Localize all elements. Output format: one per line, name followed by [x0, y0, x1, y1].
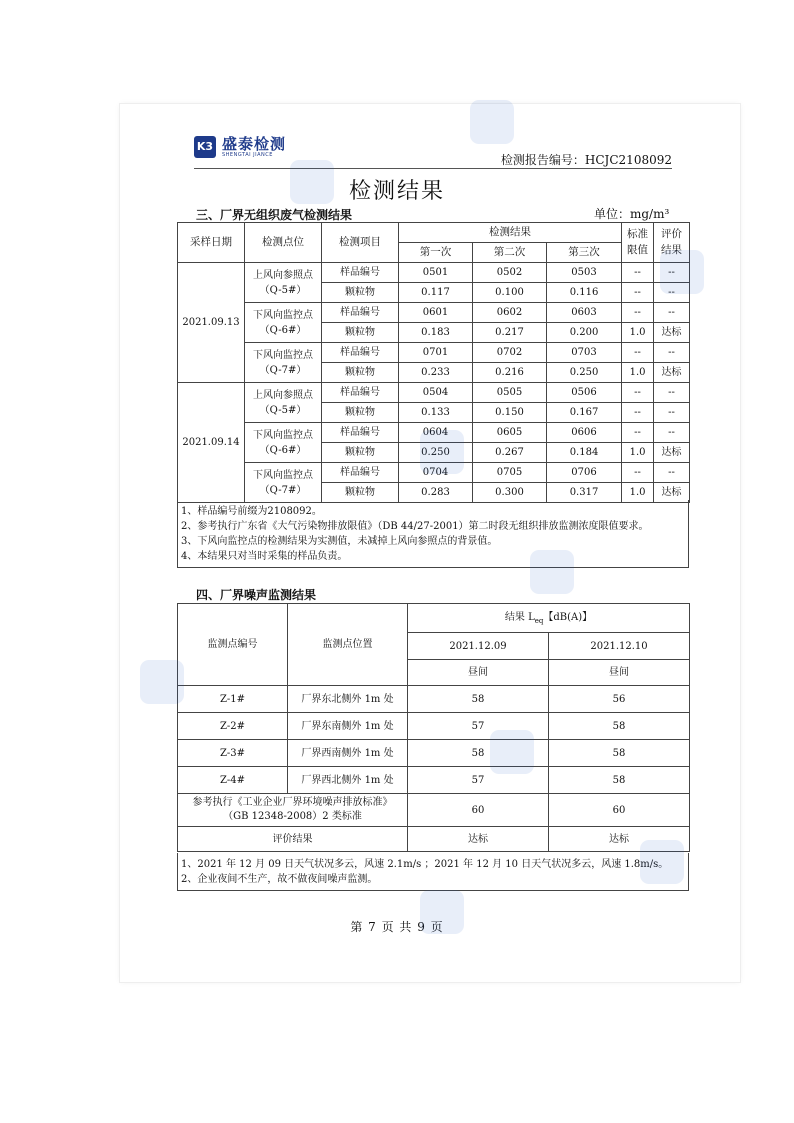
result-2: 0.216 [473, 363, 547, 383]
note-line: 2、企业夜间不生产，故不做夜间噪声监测。 [181, 874, 378, 885]
table-row [178, 263, 690, 283]
result-3: 0503 [547, 263, 622, 283]
table-row [178, 463, 690, 483]
standard-limit: 1.0 [622, 483, 654, 503]
noise-table-body [178, 686, 690, 794]
result-3: 0506 [547, 383, 622, 403]
result-1: 0701 [399, 343, 473, 363]
evaluation: -- [654, 383, 690, 403]
result-2: 0702 [473, 343, 547, 363]
result-2: 0.150 [473, 403, 547, 423]
result-3: 0606 [547, 423, 622, 443]
header-noise-result: 结果 $L_{eq}$【dB(A)】 [408, 604, 690, 633]
result-3: 0.317 [547, 483, 622, 503]
test-item: 样品编号 [322, 383, 399, 403]
evaluation: 达标 [654, 363, 690, 383]
result-2: 0.267 [473, 443, 547, 463]
company-name: 盛泰检测 [222, 135, 287, 153]
evaluation: -- [654, 403, 690, 423]
point-no: Z-1# [178, 686, 288, 713]
table-row [178, 686, 690, 713]
monitoring-point: 下风向监控点 （Q-6#） [245, 303, 322, 343]
table-row [178, 303, 690, 323]
result-1: 0604 [399, 423, 473, 443]
header-date-2: 2021.12.10 [549, 633, 690, 660]
header-round-2: 第二次 [473, 243, 547, 263]
result-2: 0502 [473, 263, 547, 283]
result-1: 0.117 [399, 283, 473, 303]
section4-notes-frame [177, 853, 689, 891]
test-item: 颗粒物 [322, 363, 399, 383]
table-row [178, 343, 690, 363]
sampling-date: 2021.09.13 [178, 263, 245, 383]
exhaust-gas-table-body [178, 263, 690, 503]
point-no: Z-4# [178, 767, 288, 794]
result-3: 0.184 [547, 443, 622, 463]
standard-limit: -- [622, 423, 654, 443]
test-item: 样品编号 [322, 263, 399, 283]
evaluation: -- [654, 423, 690, 443]
report-number: 检测报告编号：HCJC2108092 [500, 153, 672, 167]
result-1: 0.283 [399, 483, 473, 503]
test-item: 样品编号 [322, 463, 399, 483]
header-location: 监测点位置 [288, 604, 408, 686]
table-row [178, 713, 690, 740]
test-item: 颗粒物 [322, 403, 399, 423]
result-1: 0.133 [399, 403, 473, 423]
noise-standard-value-2: 60 [549, 794, 690, 827]
monitoring-point: 下风向监控点 （Q-7#） [245, 463, 322, 503]
result-3: 0706 [547, 463, 622, 483]
evaluation: 达标 [654, 483, 690, 503]
noise-value-1: 58 [408, 686, 549, 713]
sampling-date: 2021.09.14 [178, 383, 245, 503]
test-item: 颗粒物 [322, 483, 399, 503]
standard-limit: 1.0 [622, 363, 654, 383]
noise-value-2: 58 [549, 713, 690, 740]
header-period-2: 昼间 [549, 660, 690, 686]
result-2: 0605 [473, 423, 547, 443]
company-name-pinyin: SHENGTAI JIANCE [222, 152, 273, 158]
page-number: 第 7 页 共 9 页 [350, 920, 444, 934]
section3-unit: 单位：mg/m³ [594, 207, 670, 221]
evaluation: 达标 [654, 443, 690, 463]
table-row [178, 740, 690, 767]
result-1: 0504 [399, 383, 473, 403]
evaluation: -- [654, 283, 690, 303]
note-line: 4、本结果只对当时采集的样品负责。 [181, 551, 348, 562]
table-row [178, 383, 690, 403]
note-line: 3、下风向监控点的检测结果为实测值，未减掉上风向参照点的背景值。 [181, 536, 498, 547]
section4-heading: 四、厂界噪声监测结果 [196, 588, 317, 602]
result-3: 0603 [547, 303, 622, 323]
monitoring-point: 上风向参照点 （Q-5#） [245, 383, 322, 423]
result-2: 0505 [473, 383, 547, 403]
test-item: 颗粒物 [322, 443, 399, 463]
evaluation: -- [654, 343, 690, 363]
noise-eval-label: 评价结果 [178, 827, 408, 852]
result-3: 0703 [547, 343, 622, 363]
monitoring-point: 上风向参照点 （Q-5#） [245, 263, 322, 303]
standard-limit: 1.0 [622, 443, 654, 463]
result-1: 0.250 [399, 443, 473, 463]
table-row [178, 423, 690, 443]
noise-table [177, 603, 690, 852]
result-2: 0.300 [473, 483, 547, 503]
result-1: 0704 [399, 463, 473, 483]
test-item: 样品编号 [322, 423, 399, 443]
header-item: 检测项目 [322, 223, 399, 263]
table-row [178, 767, 690, 794]
monitoring-point: 下风向监控点 （Q-6#） [245, 423, 322, 463]
result-1: 0601 [399, 303, 473, 323]
monitoring-point: 下风向监控点 （Q-7#） [245, 343, 322, 383]
point-location: 厂界东北侧外 1m 处 [288, 686, 408, 713]
standard-limit: 1.0 [622, 323, 654, 343]
noise-value-1: 58 [408, 740, 549, 767]
noise-value-2: 58 [549, 740, 690, 767]
point-location: 厂界西南侧外 1m 处 [288, 740, 408, 767]
result-3: 0.167 [547, 403, 622, 423]
point-no: Z-3# [178, 740, 288, 767]
standard-limit: -- [622, 463, 654, 483]
test-item: 样品编号 [322, 303, 399, 323]
result-3: 0.116 [547, 283, 622, 303]
point-location: 厂界东南侧外 1m 处 [288, 713, 408, 740]
section3-heading: 三、厂界无组织废气检测结果 [196, 208, 353, 222]
header-divider [194, 168, 672, 169]
evaluation: -- [654, 303, 690, 323]
noise-value-2: 58 [549, 767, 690, 794]
standard-limit: -- [622, 263, 654, 283]
evaluation: -- [654, 263, 690, 283]
point-no: Z-2# [178, 713, 288, 740]
standard-limit: -- [622, 383, 654, 403]
standard-limit: -- [622, 283, 654, 303]
note-line: 1、2021 年 12 月 09 日天气状况多云，风速 2.1m/s ；2021 年 12 月 10 日天气状况多云，风速 1.8m/s。 [181, 859, 669, 870]
header-limit: 标准限值 [622, 223, 654, 263]
result-3: 0.250 [547, 363, 622, 383]
result-2: 0705 [473, 463, 547, 483]
standard-limit: -- [622, 403, 654, 423]
header-eval: 评价结果 [654, 223, 690, 263]
noise-eval-value-1: 达标 [408, 827, 549, 852]
test-item: 颗粒物 [322, 323, 399, 343]
result-2: 0602 [473, 303, 547, 323]
company-logo-icon: K3 [194, 136, 216, 158]
header-round-1: 第一次 [399, 243, 473, 263]
result-2: 0.217 [473, 323, 547, 343]
noise-value-1: 57 [408, 767, 549, 794]
evaluation: -- [654, 463, 690, 483]
note-line: 2、参考执行广东省《大气污染物排放限值》（DB 44/27-2001）第二时段无组织排放监测浓度限值要求。 [181, 521, 649, 532]
noise-value-2: 56 [549, 686, 690, 713]
header-point-no: 监测点编号 [178, 604, 288, 686]
page-title: 检测结果 [348, 179, 445, 204]
header-period-1: 昼间 [408, 660, 549, 686]
test-item: 颗粒物 [322, 283, 399, 303]
evaluation: 达标 [654, 323, 690, 343]
point-location: 厂界西北侧外 1m 处 [288, 767, 408, 794]
section3-notes-frame [177, 500, 689, 568]
header-date: 采样日期 [178, 223, 245, 263]
standard-limit: -- [622, 343, 654, 363]
exhaust-gas-table [177, 222, 690, 503]
noise-standard-value-1: 60 [408, 794, 549, 827]
header-point: 检测点位 [245, 223, 322, 263]
header-results: 检测结果 [399, 223, 622, 243]
note-line: 1、样品编号前缀为2108092。 [181, 506, 322, 517]
header-round-3: 第三次 [547, 243, 622, 263]
standard-limit: -- [622, 303, 654, 323]
result-1: 0501 [399, 263, 473, 283]
noise-eval-value-2: 达标 [549, 827, 690, 852]
result-1: 0.183 [399, 323, 473, 343]
result-2: 0.100 [473, 283, 547, 303]
result-3: 0.200 [547, 323, 622, 343]
result-1: 0.233 [399, 363, 473, 383]
header-date-1: 2021.12.09 [408, 633, 549, 660]
test-item: 样品编号 [322, 343, 399, 363]
noise-value-1: 57 [408, 713, 549, 740]
noise-standard-label: 参考执行《工业企业厂界环境噪声排放标准》 （GB 12348-2008）2 类标准 [178, 794, 408, 827]
